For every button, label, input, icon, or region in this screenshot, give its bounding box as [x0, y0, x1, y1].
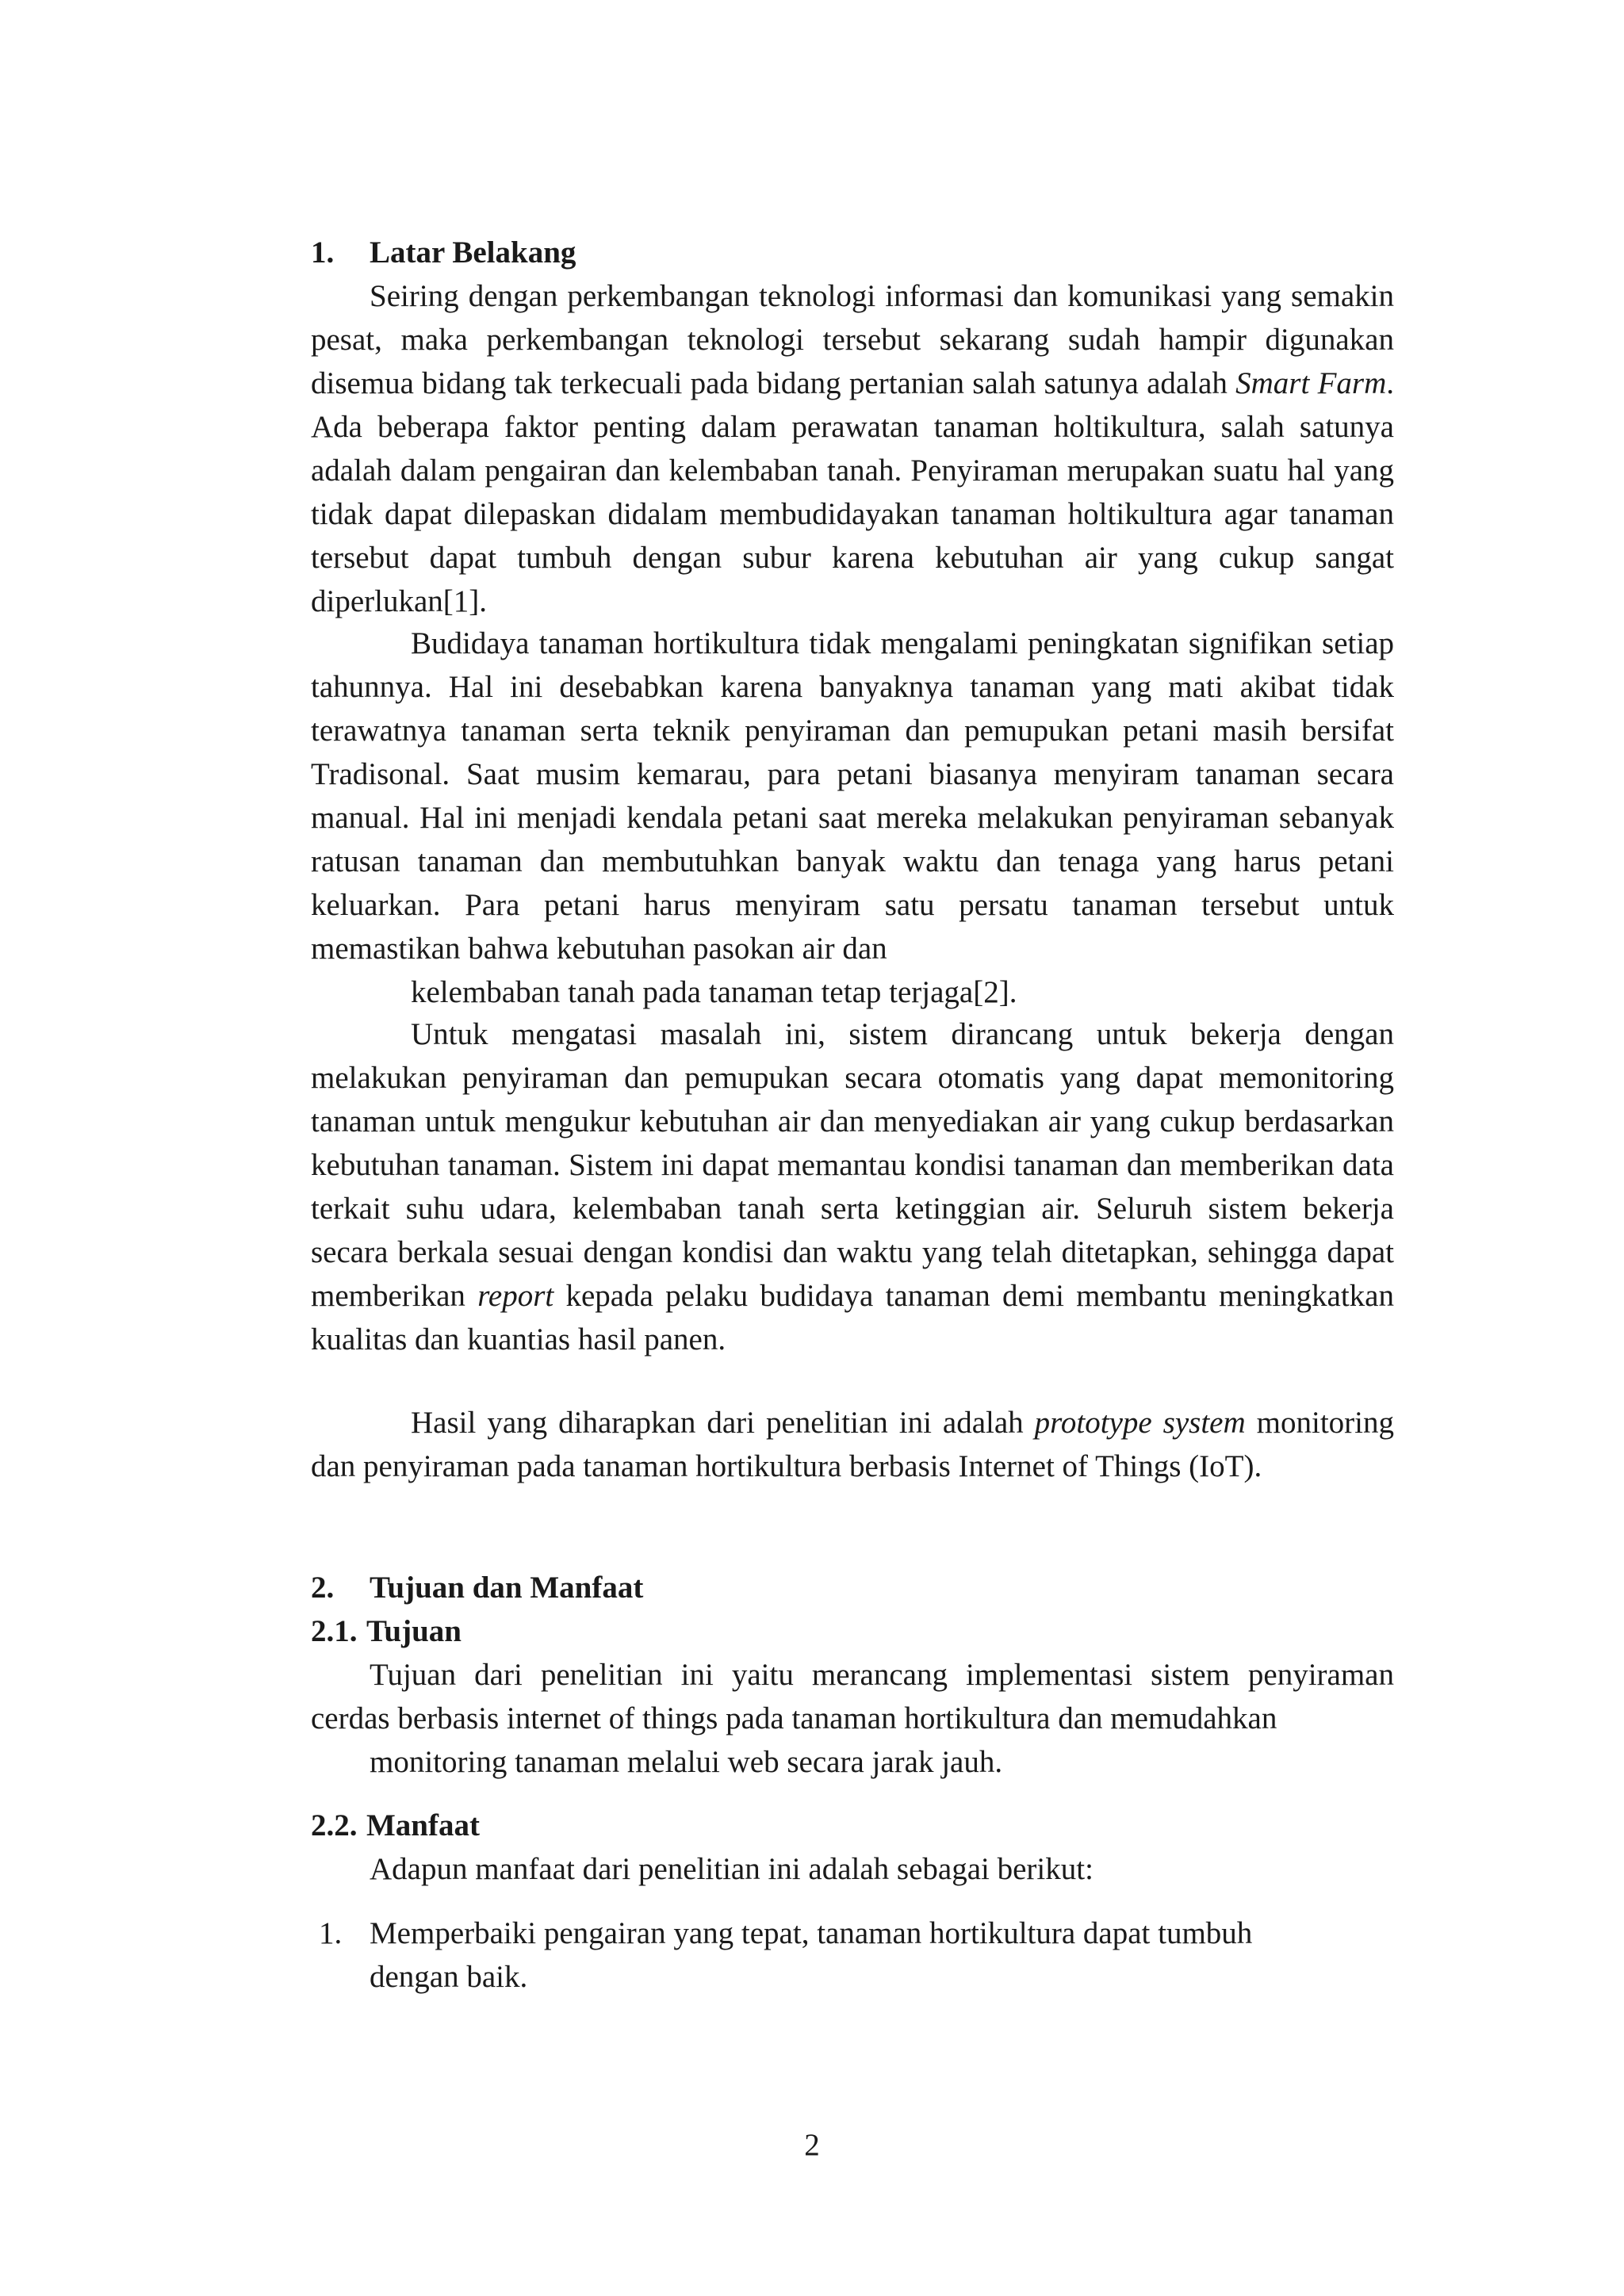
paragraph-text: . Ada beberapa faktor penting dalam perawatan tanaman holtikultura, salah satunya adalah dalam pengairan dan kelembaban tanah. Penyiraman merupakan suatu hal yang tidak dapat dilepaskan didalam membudidayakan tanaman holtikultura agar tanaman tersebut dapat tumbuh dengan subur karena kebutuhan air yang cukup sangat diperlukan[1]. — [311, 366, 1394, 618]
paragraph-text: monitoring dan penyiraman pada tanaman hortikultura berbasis Internet of Things (IoT). — [311, 1406, 1394, 1483]
subsection-number: 2.2. — [311, 1808, 358, 1843]
section-heading-tujuan-manfaat — [311, 1566, 1394, 1609]
paragraph-text: Tujuan dari penelitian ini yaitu merancang implementasi sistem penyiraman cerdas berbasis internet of things pada tanaman hortikultura dan memudahkan — [311, 1658, 1394, 1735]
subsection-heading-manfaat — [311, 1804, 1394, 1847]
subsection-title: Tujuan — [366, 1614, 462, 1648]
section-title: Latar Belakang — [370, 235, 576, 270]
section-title: Tujuan dan Manfaat — [370, 1571, 644, 1605]
list-item-line: dengan baik. — [370, 1960, 528, 1994]
italic-term: prototype system — [1034, 1406, 1246, 1440]
list-item — [311, 1911, 1394, 1999]
paragraph-manfaat-intro — [311, 1847, 1394, 1891]
paragraph-3 — [311, 1012, 1394, 1361]
list-item-number: 1. — [319, 1916, 343, 1950]
paragraph-2 — [311, 622, 1394, 1014]
subsection-number: 2.1. — [311, 1614, 358, 1648]
list-item-line: Memperbaiki pengairan yang tepat, tanaman hortikultura dapat tumbuh — [370, 1916, 1253, 1950]
paragraph-text: kepada pelaku budidaya tanaman demi membantu meningkatkan kualitas dan kuantias hasil panen. — [311, 1279, 1394, 1357]
italic-term: report — [477, 1279, 554, 1313]
paragraph-text: Budidaya tanaman hortikultura tidak mengalami peningkatan signifikan setiap tahunnya. Hal ini desebabkan karena banyaknya tanaman yang mati akibat tidak terawatnya tanaman serta teknik penyiraman dan pemupukan petani masih bersifat Tradisonal. Saat musim kemarau, para petani biasanya menyiram tanaman secara manual. Hal ini menjadi kendala petani saat mereka melakukan penyiraman sebanyak ratusan tanaman dan membutuhkan banyak waktu dan tenaga yang harus petani keluarkan. Para petani harus menyiram satu persatu tanaman tersebut untuk memastikan bahwa kebutuhan pasokan air dan — [311, 626, 1394, 966]
subsection-title: Manfaat — [366, 1808, 480, 1843]
subsection-heading-tujuan — [311, 1609, 1394, 1653]
section-number: 1. — [311, 235, 335, 270]
section-number: 2. — [311, 1571, 335, 1605]
paragraph-1 — [311, 274, 1394, 623]
page-number: 2 — [804, 2128, 820, 2162]
paragraph-4 — [311, 1401, 1394, 1488]
paragraph-tujuan — [311, 1653, 1394, 1784]
paragraph-text: Untuk mengatasi masalah ini, sistem dirancang untuk bekerja dengan melakukan penyiraman dan pemupukan secara otomatis yang dapat memonitoring tanaman untuk mengukur kebutuhan air dan menyediakan air yang cukup berdasarkan kebutuhan tanaman. Sistem ini dapat memantau kondisi tanaman dan memberikan data terkait suhu udara, kelembaban tanah serta ketinggian air. Seluruh sistem bekerja secara berkala sesuai dengan kondisi dan waktu yang telah ditetapkan, sehingga dapat memberikan — [311, 1017, 1394, 1313]
list-item-text — [370, 1911, 1394, 1999]
paragraph-text: Hasil yang diharapkan dari penelitian ini adalah — [411, 1406, 1035, 1440]
paragraph-last-line: monitoring tanaman melalui web secara jarak jauh. — [370, 1745, 1003, 1779]
italic-term: Smart Farm — [1235, 366, 1387, 400]
benefit-list — [311, 1911, 1394, 1999]
paragraph-text: Seiring dengan perkembangan teknologi informasi dan komunikasi yang semakin pesat, maka perkembangan teknologi tersebut sekarang sudah hampir digunakan disemua bidang tak terkecuali pada bidang pertanian salah satunya adalah — [311, 279, 1394, 400]
paragraph-text: Adapun manfaat dari penelitian ini adalah sebagai berikut: — [370, 1852, 1094, 1886]
section-heading-latar-belakang — [311, 231, 1394, 274]
paragraph-last-line: kelembaban tanah pada tanaman tetap terjaga[2]. — [411, 975, 1017, 1009]
